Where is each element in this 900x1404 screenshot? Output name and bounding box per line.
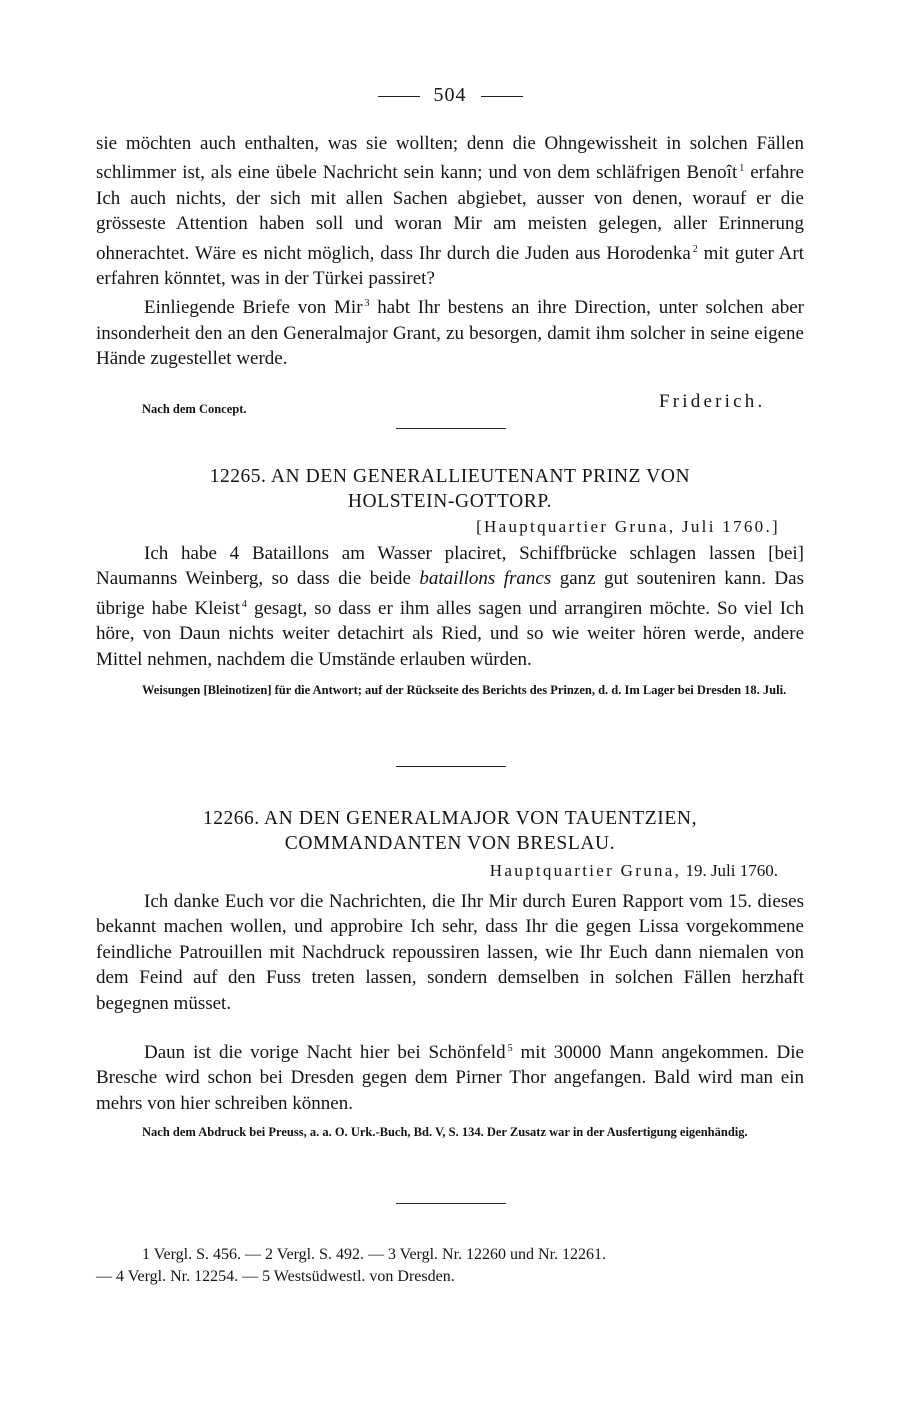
letter-12266 [96, 806, 804, 1141]
letter-body: Ich habe 4 Bataillons am Wasser placiret, Schiffbrücke schlagen lassen [bei] Naumanns Weinberg, so dass die beide bataillons francs ganz gut souteniren kann. Das übrige habe Kleist $^4$ gesagt, so dass er ihm alles sagen und arrangiren möchte. So viel Ich höre, von Daun nichts weiter detachirt als Ried, und so wie weiter hören werde, andere Mittel nehmen, nachdem die Umstände erlauben würden. [96, 543, 804, 670]
source-note: Nach dem Concept. [142, 402, 247, 416]
signature: Friderich. [659, 391, 766, 412]
letter-heading-line-2: HOLSTEIN-GOTTORP. [347, 491, 553, 512]
letter-dateline: [Hauptquartier Gruna, Juli 1760.] [476, 517, 780, 536]
page-header [96, 84, 804, 107]
letter-body-paragraph-1: Ich danke Euch vor die Nachrichten, die Ihr Mir durch Euren Rapport vom 15. dieses bekannt machen wollen, und approbire Ich sehr, dass Ihr die gegen Lissa vorgekommene feindliche Patrouillen mit Nachdruck repoussiren lassen, wie Ihr Euch dann niemalen von dem Feind auf den Fuss treten lassen, sondern demselben in solchen Fällen herzhaft begegnen müsset. [96, 891, 804, 1014]
section-divider-3 [396, 1203, 506, 1204]
source-signature-line [96, 391, 804, 421]
letter-source-note: Nach dem Abdruck bei Preuss, a. a. O. Urk.-Buch, Bd. V, S. 134. Der Zusatz war in der Ausfertigung eigenhändig. [142, 1125, 748, 1140]
letter-number: 12265. [209, 466, 267, 487]
footnote-ref-4: 4 [241, 598, 247, 610]
footnote-line-2: — 4 Vergl. Nr. 12254. — 5 Westsüdwestl. von Dresden. [96, 1268, 455, 1285]
italic-phrase: bataillons francs [419, 568, 552, 590]
footnotes [96, 1244, 804, 1288]
letter-dateline: Hauptquartier Gruna, 19. Juli 1760. [489, 861, 778, 880]
header-dash-left [378, 96, 420, 97]
letter-heading: 12266. AN DEN GENERALMAJOR VON TAUENTZIEN, [202, 808, 698, 829]
footnote-ref-2: 2 [692, 243, 698, 255]
section-divider-1 [396, 428, 506, 429]
footnote-ref-1: 1 [739, 163, 745, 175]
letter-12265 [96, 464, 804, 699]
page-number: 504 [433, 84, 467, 106]
continuation-paragraph-2: Einliegende Briefe von Mir $^3$ habt Ihr bestens an ihre Direction, unter solchen aber insonderheit den an den Generalmajor Grant, zu besorgen, damit ihm solcher in seine eigene Hände zugestellet werde. [96, 297, 805, 370]
section-divider-2 [396, 766, 506, 767]
letter-heading: 12265. AN DEN GENERALLIEUTENANT PRINZ VON [209, 466, 691, 487]
continuation-section [96, 131, 804, 372]
letter-source-note: Weisungen [Bleinotizen] für die Antwort; auf der Rückseite des Berichts des Prinzen, d. d. Im Lager bei Dresden 18. Juli. [142, 683, 787, 698]
letter-number: 12266. [202, 808, 260, 829]
footnote-line-1: 1 Vergl. S. 456. — 2 Vergl. S. 492. — 3 Vergl. Nr. 12260 und Nr. 12261. [142, 1246, 607, 1263]
footnote-ref-5: 5 [507, 1043, 513, 1055]
letter-heading-line-2: COMMANDANTEN VON BRESLAU. [284, 833, 616, 854]
footnote-ref-3: 3 [364, 298, 370, 310]
continuation-paragraph-1: sie möchten auch enthalten, was sie wollten; denn die Ohngewissheit in solchen Fällen schlimmer ist, als eine übele Nachricht sein kann; und von dem schläfrigen Benoît $^1$ erfahre Ich auch nichts, der sich mit allen Sachen abgiebet, ausser von denen, worauf er die grösseste Attention haben soll und woran Mir am meisten gelegen, aller Erinnerung ohnerachtet. Wäre es nicht möglich, dass Ihr durch die Juden aus Horodenka $^2$ mit guter Art erfahren könntet, was in der Türkei passiret? [96, 133, 805, 290]
letter-body-paragraph-2: Daun ist die vorige Nacht hier bei Schönfeld $^5$ mit 30000 Mann angekommen. Die Bresche wird schon bei Dresden gegen dem Pirner Thor angefangen. Bald wird man ein mehrs von hier schreiben können. [96, 1042, 804, 1114]
header-dash-right [481, 96, 523, 97]
